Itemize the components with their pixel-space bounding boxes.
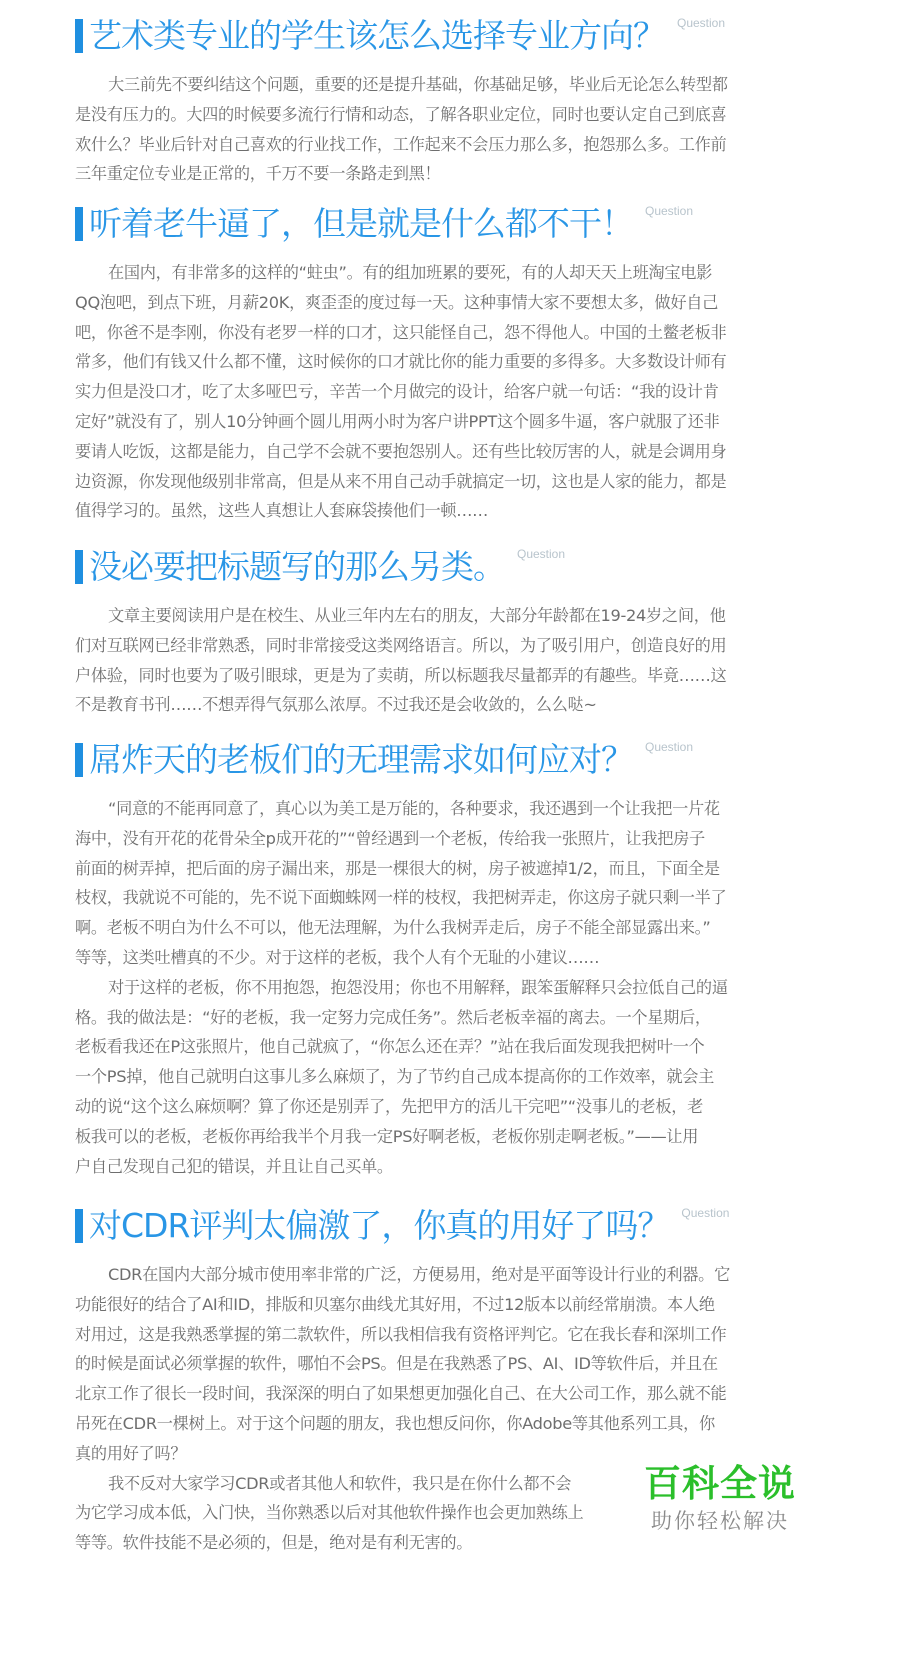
text-line: 格。我的做法是：“好的老板，我一定努力完成任务”。然后老板幸福的离去。一个星期后， — [75, 1007, 711, 1027]
text-line: 啊。老板不明白为什么不可以，他无法理解，为什么我树弄走后，房子不能全部显露出来。” — [75, 918, 711, 938]
section-art-major — [75, 12, 728, 189]
text-line: 对用过，这是我熟悉掌握的第二款软件，所以我相信我有资格评判它。它在我长春和深圳工作 — [75, 1324, 727, 1344]
text-line: 在国内，有非常多的这样的“蛀虫”。有的组加班累的要死，有的人却天天上班淘宝电影 — [108, 263, 713, 282]
section-paragraph — [75, 70, 728, 189]
text-line: “同意的不能再同意了，真心以为美工是万能的，各种要求，我还遇到一个让我把一片花 — [108, 799, 720, 818]
section-unreasonable-bosses — [75, 736, 728, 1181]
text-line: 等等。软件技能不是必须的，但是，绝对是有利无害的。 — [75, 1533, 473, 1553]
text-line: 北京工作了很长一段时间，我深深的明白了如果想更加强化自己、在大公司工作，那么就不能 — [75, 1384, 727, 1404]
section-all-talk — [75, 200, 726, 526]
heading-accent-bar — [75, 1209, 83, 1243]
text-line: 等等，这类吐槽真的不少。对于这样的老板，我个人有个无耻的小建议…… — [75, 947, 600, 967]
section-heading — [75, 1202, 730, 1250]
text-line: 海中，没有开花的花骨朵全p成开花的”“曾经遇到一个老板，传给我一张照片，让我把房子 — [75, 828, 705, 848]
text-line: 前面的树弄掉，把后面的房子漏出来，那是一棵很大的树，房子被遮掉1/2，而且，下面全是 — [75, 858, 720, 878]
text-line: 是没有压力的。大四的时候要多流行行情和动态，了解各职业定位，同时也要认定自己到底喜 — [75, 104, 727, 124]
question-tag: Question — [681, 1206, 730, 1220]
section-heading — [75, 200, 726, 248]
section-heading — [75, 12, 728, 60]
section-cdr — [75, 1202, 730, 1558]
text-line: 枝杈，我就说不可能的，先不说下面蜘蛛网一样的枝杈，我把树弄走，你这房子就只剩一半了 — [75, 888, 727, 908]
section-paragraph — [75, 1260, 730, 1469]
text-line: 常多，他们有钱又什么都不懂，这时候你的口才就比你的能力重要的多得多。大多数设计师有 — [75, 352, 727, 372]
question-tag: Question — [645, 204, 694, 218]
text-line: 真的用好了吗？ — [75, 1443, 187, 1463]
text-line: 不是教育书刊……不想弄得气氛那么浓厚。不过我还是会收敛的，么么哒~ — [75, 695, 597, 715]
section-heading — [75, 736, 728, 784]
question-tag: Question — [677, 16, 726, 30]
heading-accent-bar — [75, 207, 83, 241]
text-line: 户体验，同时也要为了吸引眼球，更是为了卖萌，所以标题我尽量都弄的有趣些。毕竟……这 — [75, 665, 727, 685]
text-line: 为它学习成本低，入门快，当你熟悉以后对其他软件操作也会更加熟练上 — [75, 1503, 584, 1523]
section-paragraph — [75, 258, 726, 526]
text-line: 值得学习的。虽然，这些人真想让人套麻袋揍他们一顿…… — [75, 501, 489, 521]
text-line: 功能很好的结合了AI和ID，排版和贝塞尔曲线尤其好用，不过12版本以前经常崩溃。本人绝 — [75, 1294, 715, 1314]
text-line: 动的说“这个这么麻烦啊？算了你还是别弄了，先把甲方的活儿干完吧”“没事儿的老板，老 — [75, 1096, 703, 1116]
section-heading — [75, 543, 726, 591]
text-line: 吊死在CDR一棵树上。对于这个问题的朋友，我也想反问你，你Adobe等其他系列工具，你 — [75, 1413, 715, 1433]
heading-title: 对CDR评判太偏激了，你真的用好了吗？ — [89, 1206, 670, 1245]
watermark-brand: 百科全说 — [644, 1462, 796, 1505]
section-paragraph — [75, 973, 728, 1182]
text-line: 我不反对大家学习CDR或者其他人和软件，我只是在你什么都不会 — [108, 1473, 572, 1493]
section-paragraph — [75, 601, 726, 720]
heading-accent-bar — [75, 550, 83, 584]
heading-title: 听着老牛逼了，但是就是什么都不干！ — [89, 204, 633, 243]
text-line: QQ泡吧，到点下班，月薪20K，爽歪歪的度过每一天。这种事情大家不要想太多，做好自己 — [75, 292, 719, 312]
text-line: 板我可以的老板，老板你再给我半个月我一定PS好啊老板，老板你别走啊老板。”——让用 — [75, 1126, 699, 1146]
text-line: 的时候是面试必须掌握的软件，哪怕不会PS。但是在我熟悉了PS、AI、ID等软件后，并且在 — [75, 1354, 718, 1374]
text-line: 对于这样的老板，你不用抱怨，抱怨没用；你也不用解释，跟笨蛋解释只会拉低自己的逼 — [108, 977, 728, 997]
heading-accent-bar — [75, 19, 83, 53]
watermark-slogan: 助你轻松解决 — [651, 1509, 789, 1533]
text-line: 大三前先不要纠结这个问题，重要的还是提升基础，你基础足够，毕业后无论怎么转型都 — [108, 75, 728, 94]
text-line: 三年重定位专业是正常的，千万不要一条路走到黑！ — [75, 164, 441, 184]
text-line: 边资源，你发现他级别非常高，但是从来不用自己动手就搞定一切，这也是人家的能力，都是 — [75, 471, 727, 491]
text-line: 户自己发现自己犯的错误，并且让自己买单。 — [75, 1156, 393, 1176]
section-paragraph — [75, 1469, 730, 1558]
text-line: 老板看我还在P这张照片，他自己就疯了，“你怎么还在弄？”站在我后面发现我把树叶一个 — [75, 1037, 705, 1057]
text-line: 定好”就没有了，别人10分钟画个圆儿用两小时为客户讲PPT这个圆多牛逼，客户就服了还非 — [75, 411, 720, 431]
heading-accent-bar — [75, 743, 83, 777]
text-line: 们对互联网已经非常熟悉，同时非常接受这类网络语言。所以，为了吸引用户，创造良好的用 — [75, 635, 727, 655]
question-tag: Question — [645, 740, 694, 754]
heading-title: 没必要把标题写的那么另类。 — [89, 547, 505, 586]
section-title-style — [75, 543, 726, 720]
text-line: 吧，你爸不是李刚，你没有老罗一样的口才，这只能怪自己，怨不得他人。中国的土鳖老板非 — [75, 322, 727, 342]
text-line: 实力但是没口才，吃了太多哑巴亏，辛苦一个月做完的设计，给客户就一句话：“我的设计肯 — [75, 382, 719, 402]
question-tag: Question — [517, 547, 566, 561]
text-line: CDR在国内大部分城市使用率非常的广泛，方便易用，绝对是平面等设计行业的利器。它 — [108, 1265, 730, 1284]
text-line: 欢什么？毕业后针对自己喜欢的行业找工作，工作起来不会压力那么多，抱怨那么多。工作前 — [75, 134, 727, 154]
watermark-logo — [640, 1462, 800, 1536]
text-line: 文章主要阅读用户是在校生、从业三年内左右的朋友，大部分年龄都在19-24岁之间，他 — [108, 606, 726, 625]
section-paragraph — [75, 794, 728, 973]
text-line: 一个PS掉，他自己就明白这事儿多么麻烦了，为了节约自己成本提高你的工作效率，就会主 — [75, 1067, 715, 1087]
heading-title: 艺术类专业的学生该怎么选择专业方向？ — [89, 16, 665, 55]
heading-title: 屌炸天的老板们的无理需求如何应对？ — [89, 740, 633, 779]
text-line: 要请人吃饭，这都是能力，自己学不会就不要抱怨别人。还有些比较厉害的人，就是会调用身 — [75, 441, 727, 461]
